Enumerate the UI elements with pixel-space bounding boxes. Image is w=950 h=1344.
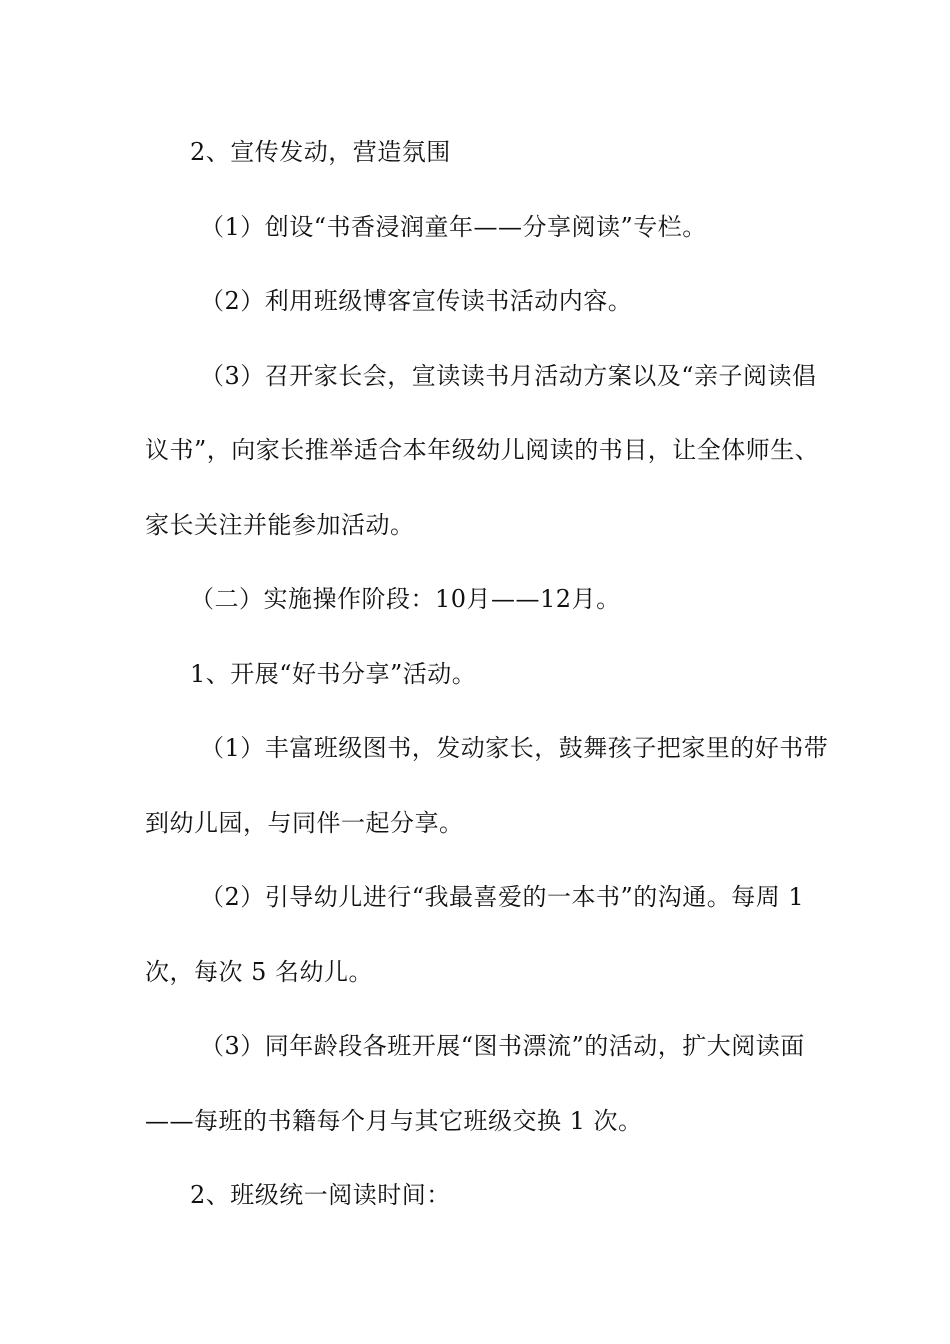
paragraph-line: 到幼儿园，与同伴一起分享。	[145, 809, 464, 837]
paragraph-line: 次，每次 5 名幼儿。	[145, 958, 374, 986]
paragraph-line: （2）利用班级博客宣传读书活动内容。	[200, 287, 633, 315]
section-heading-implementation: （二）实施操作阶段：10月——12月。	[190, 585, 621, 613]
paragraph-line: （2）引导幼儿进行“我最喜爱的一本书”的沟通。每周 1	[200, 883, 805, 911]
section-heading-publicity: 2、宣传发动，营造氛围	[190, 138, 451, 166]
paragraph-line: （3）召开家长会，宣读读书月活动方案以及“亲子阅读倡	[200, 362, 817, 390]
paragraph-line: 家长关注并能参加活动。	[145, 511, 415, 539]
paragraph-line: ——每班的书籍每个月与其它班级交换 1 次。	[145, 1107, 643, 1135]
section-heading-book-sharing: 1、开展“好书分享”活动。	[190, 660, 477, 688]
paragraph-line: 议书”，向家长推举适合本年级幼儿阅读的书目，让全体师生、	[145, 436, 820, 464]
paragraph-line: （1）创设“书香浸润童年——分享阅读”专栏。	[200, 213, 707, 241]
paragraph-line: （1）丰富班级图书，发动家长，鼓舞孩子把家里的好书带	[200, 734, 829, 762]
paragraph-line: （3）同年龄段各班开展“图书漂流”的活动，扩大阅读面	[200, 1032, 805, 1060]
section-heading-reading-time: 2、班级统一阅读时间：	[190, 1181, 451, 1209]
